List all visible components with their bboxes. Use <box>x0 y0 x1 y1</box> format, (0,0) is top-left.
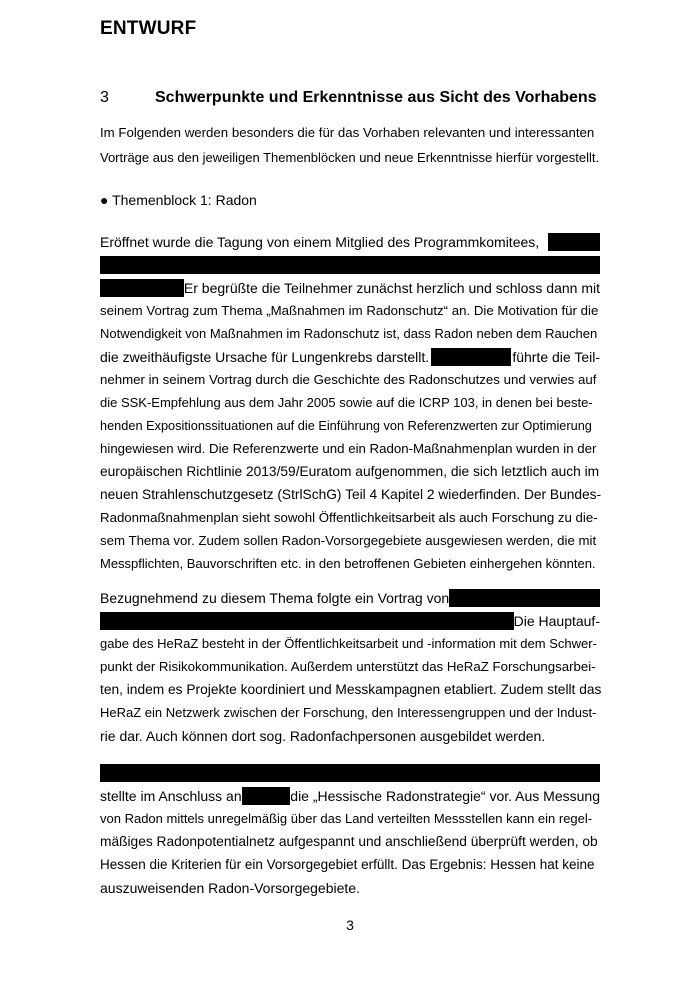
paragraph-text: Hessen die Kriterien für ein Vorsorgegebiet erfüllt. Das Ergebnis: Hessen hat keine <box>100 857 595 872</box>
page-number: 3 <box>346 917 354 933</box>
paragraph-line <box>100 348 600 366</box>
paragraph-line <box>100 658 600 676</box>
paragraph-text: punkt der Risikokommunikation. Außerdem unterstützt das HeRaZ Forschungsarbei- <box>100 659 596 674</box>
paragraph-text: hingewiesen wird. Die Referenzwerte und ein Radon-Maßnahmenplan wurden in der <box>100 441 597 456</box>
paragraph-line <box>100 302 600 320</box>
paragraph-text: führte die Teil- <box>512 349 600 365</box>
paragraph-line <box>100 394 600 412</box>
paragraph-text: henden Expositionssituationen auf die Einführung von Referenzwerten zur Optimierung <box>100 418 592 433</box>
paragraph-text: HeRaZ ein Netzwerk zwischen der Forschung, den Interessengruppen und der Indust- <box>100 705 597 720</box>
paragraph-line <box>100 810 600 828</box>
paragraph-line <box>100 635 600 653</box>
paragraph-line <box>100 555 600 573</box>
paragraph-line <box>100 612 600 630</box>
paragraph-text: neuen Strahlenschutzgesetz (StrlSchG) Teil 4 Kapitel 2 wiederfinden. Der Bundes- <box>100 487 602 502</box>
paragraph-line <box>100 764 600 782</box>
paragraph-line <box>100 879 600 897</box>
paragraph-line <box>100 440 600 458</box>
paragraph-line <box>100 256 600 274</box>
paragraph-text: die zweithäufigste Ursache für Lungenkrebs darstellt. <box>100 349 430 365</box>
redaction-bar <box>431 348 511 366</box>
paragraph-text: Notwendigkeit von Maßnahmen im Radonschutz ist, dass Radon neben dem Rauchen <box>100 326 598 341</box>
redaction-bar <box>100 256 600 274</box>
paragraph-line <box>100 486 600 504</box>
paragraph-text: sem Thema vor. Zudem sollen Radon-Vorsorgegebiete ausgewiesen werden, die mit <box>100 533 597 548</box>
paragraph-text: rie dar. Auch können dort sog. Radonfachpersonen ausgebildet werden. <box>100 728 546 744</box>
draft-watermark: ENTWURF <box>100 18 197 39</box>
intro-text: Vorträge aus den jeweiligen Themenblöcken und neue Erkenntnisse hierfür vorgestellt. <box>100 150 600 165</box>
paragraph-line <box>100 856 600 874</box>
paragraph-line <box>100 704 600 722</box>
paragraph-line <box>100 727 600 745</box>
redaction-bar <box>449 589 600 607</box>
paragraph-text: Bezugnehmend zu diesem Thema folgte ein Vortrag von <box>100 590 450 606</box>
paragraph-line <box>100 589 600 607</box>
paragraph-line <box>100 532 600 550</box>
paragraph-line <box>100 463 600 481</box>
paragraph-line <box>100 681 600 699</box>
paragraph-text: seinem Vortrag zum Thema „Maßnahmen im Radonschutz“ an. Die Motivation für die <box>100 303 599 318</box>
paragraph-line <box>100 233 600 251</box>
paragraph-text: Die Hauptauf- <box>513 613 600 629</box>
intro-line <box>100 124 600 142</box>
paragraph-text: nehmer in seinem Vortrag durch die Geschichte des Radonschutzes und verwies auf <box>100 372 597 387</box>
paragraph-line <box>100 279 600 297</box>
paragraph-text: ten, indem es Projekte koordiniert und Messkampagnen etabliert. Zudem stellt das <box>100 682 602 697</box>
section-title: Schwerpunkte und Erkenntnisse aus Sicht des Vorhabens <box>155 89 597 106</box>
section-number: 3 <box>100 89 109 106</box>
paragraph-text: von Radon mittels unregelmäßig über das Land verteilten Messstellen kann ein regel- <box>100 811 593 826</box>
redaction-bar <box>242 787 291 805</box>
redaction-bar <box>100 612 514 630</box>
redaction-bar <box>100 279 184 297</box>
paragraph-line <box>100 417 600 435</box>
paragraph-text: mäßiges Radonpotentialnetz aufgespannt und anschließend überprüft werden, ob <box>100 834 598 849</box>
bullet-text: ● Themenblock 1: Radon <box>100 192 257 208</box>
paragraph-line <box>100 833 600 851</box>
paragraph-text: Er begrüßte die Teilnehmer zunächst herzlich und schloss dann mit <box>183 280 600 296</box>
paragraph-text: gabe des HeRaZ besteht in der Öffentlichkeitsarbeit und -information mit dem Schwer- <box>100 636 597 651</box>
themenblock-bullet <box>100 191 600 209</box>
redaction-bar <box>100 764 600 782</box>
paragraph-text: europäischen Richtlinie 2013/59/Euratom aufgenommen, die sich letztlich auch im <box>100 464 600 479</box>
paragraph-line <box>100 371 600 389</box>
paragraph-text: Messpflichten, Bauvorschriften etc. in den betroffenen Gebieten einhergehen könnten. <box>100 556 596 571</box>
redaction-bar <box>548 233 600 251</box>
paragraph-line <box>100 787 600 805</box>
paragraph-line <box>100 509 600 527</box>
paragraph-text: auszuweisenden Radon-Vorsorgegebiete. <box>100 880 360 896</box>
paragraph-text: die SSK-Empfehlung aus dem Jahr 2005 sowie auf die ICRP 103, in denen bei beste- <box>100 395 593 410</box>
paragraph-text: die „Hessische Radonstrategie“ vor. Aus Messung <box>290 788 600 804</box>
intro-text: Im Folgenden werden besonders die für das Vorhaben relevanten und interessanten <box>100 125 595 140</box>
paragraph-text: stellte im Anschluss an <box>100 788 242 804</box>
intro-line <box>100 149 600 167</box>
paragraph-text: Eröffnet wurde die Tagung von einem Mitglied des Programmkomitees, <box>100 234 540 250</box>
paragraph-line <box>100 325 600 343</box>
paragraph-text: Radonmaßnahmenplan sieht sowohl Öffentlichkeitsarbeit als auch Forschung zu die- <box>100 510 598 525</box>
